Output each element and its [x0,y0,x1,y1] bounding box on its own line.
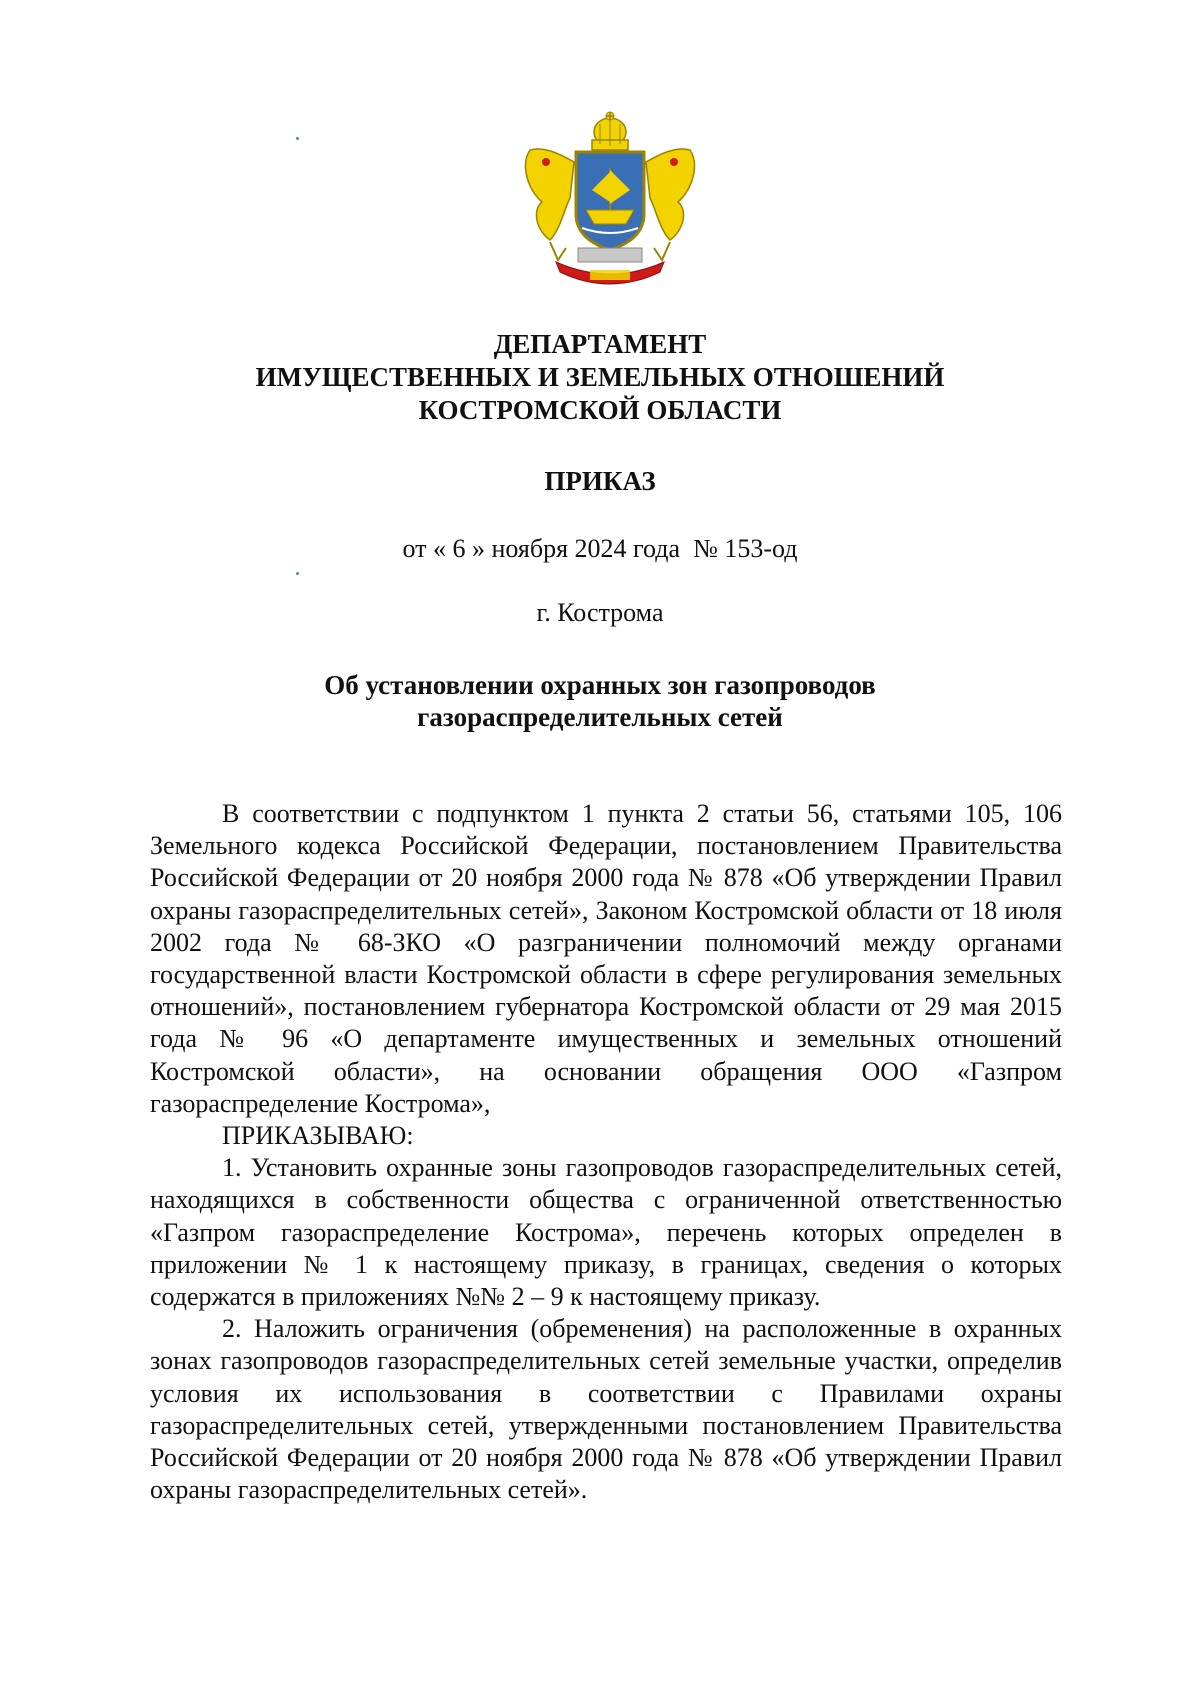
preamble-paragraph: В соответствии с подпунктом 1 пункта 2 статьи 56, статьями 105, 106 Земельного кодекса Российской Федерации, постановлением Правительства Российской Федерации от 20 ноября 2000 года № 878 «Об утверждении Правил охраны газораспределительных сетей», Законом Костромской области от 18 июля 2002 года № 68-ЗКО «О разграничении полномочий между органами государственной власти Костромской области в сфере регулирования земельных отношений», постановлением губернатора Костромской области от 29 мая 2015 года № 96 «О департаменте имущественных и земельных отношений Костромской области», на основании обращения ООО «Газпром газораспределение Кострома», [150,799,1062,1118]
subject-line-2: газораспределительных сетей [417,702,783,732]
order-word: ПРИКАЗЫВАЮ: [222,1121,414,1151]
crown-icon [592,112,628,150]
org-line-3: КОСТРОМСКОЙ ОБЛАСТИ [418,395,782,425]
order-date-number: от « 6 » ноября 2024 года № 153-од [402,534,798,563]
org-line-1: ДЕПАРТАМЕНТ [493,329,707,359]
coat-of-arms-emblem [520,110,700,290]
organization-name [0,328,1200,427]
scan-speck [296,137,299,140]
document-type: ПРИКАЗ [544,466,656,496]
scan-speck [296,572,299,575]
order-subject [0,669,1200,733]
org-line-2: ИМУЩЕСТВЕННЫХ И ЗЕМЕЛЬНЫХ ОТНОШЕНИЙ [255,362,945,392]
order-body [150,798,1062,1506]
shield [576,152,644,250]
item-1-paragraph: 1. Установить охранные зоны газопроводов газораспределительных сетей, находящихся в собственности общества с ограниченной ответственностью «Газпром газораспределение Кострома», перечень которых определен в приложении № 1 к настоящему приказу, в границах, сведения о которых содержатся в приложениях №№ 2 – 9 к настоящему приказу. [150,1153,1062,1312]
silver-base [578,248,642,262]
city: г. Кострома [536,598,664,627]
left-lion-supporter [526,149,574,260]
item-2-paragraph: 2. Наложить ограничения (обременения) на расположенные в охранных зонах газопроводов газораспределительных сетей земельные участки, определив условия их использования в соответствии с Правилами охраны газораспределительных сетей, утвержденными постановлением Правительства Российской Федерации от 20 ноября 2000 года № 878 «Об утверждении Правил охраны газораспределительных сетей». [150,1314,1062,1505]
subject-line-1: Об установлении охранных зон газопроводов [324,670,876,700]
right-lion-supporter [646,149,694,260]
